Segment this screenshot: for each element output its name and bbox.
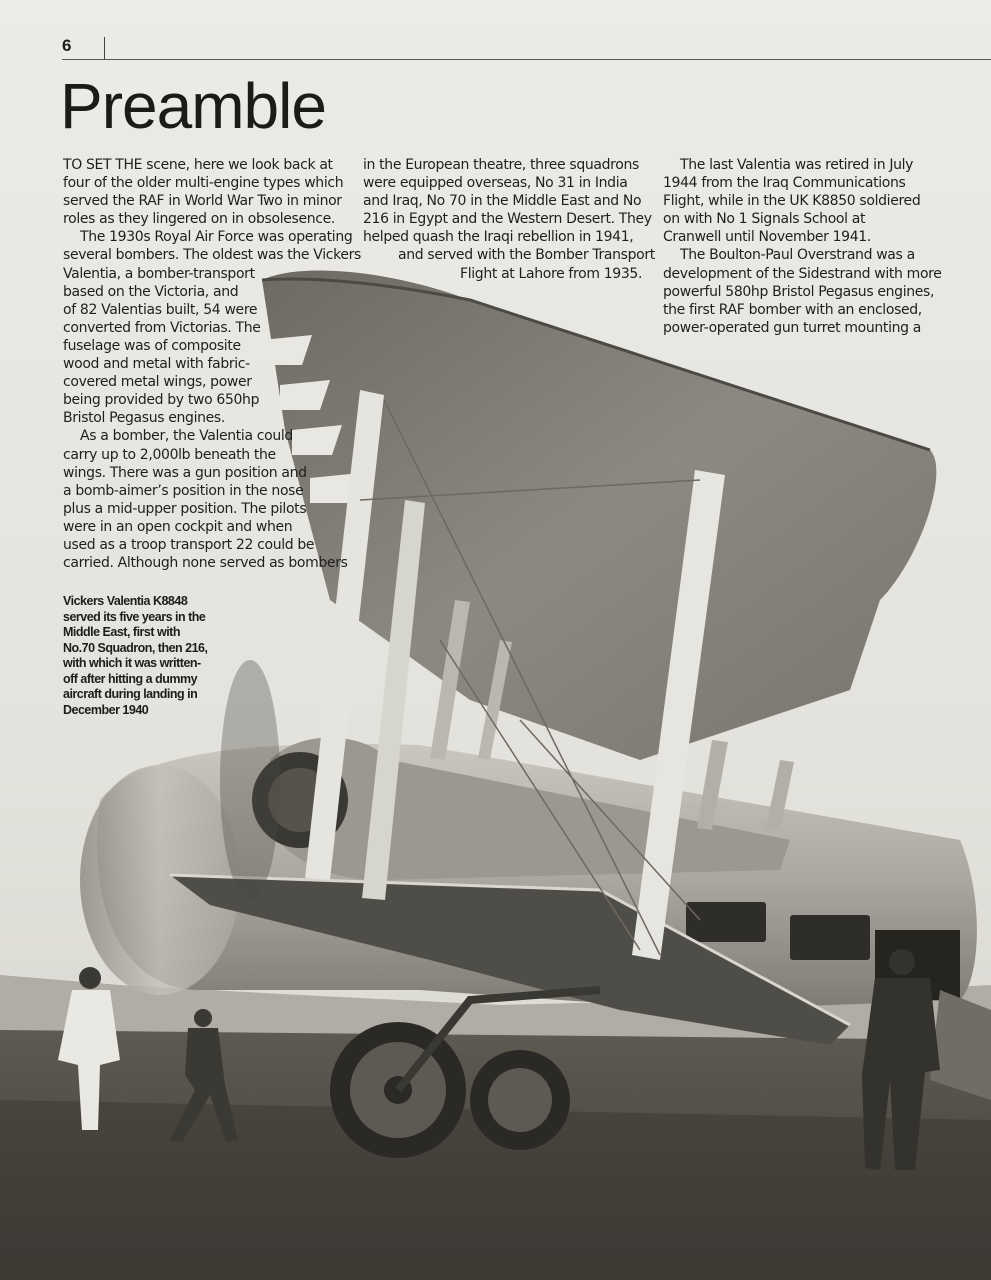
body-line: As a bomber, the Valentia could xyxy=(80,428,293,445)
body-line: 1944 from the Iraq Communications xyxy=(663,175,906,192)
body-line: wings. There was a gun position and xyxy=(63,464,307,481)
page-number: 6 xyxy=(62,36,72,55)
body-line: roles as they lingered on in obsolesence. xyxy=(63,211,335,228)
body-line: 216 in Egypt and the Western Desert. They xyxy=(363,211,652,228)
body-line: Cranwell until November 1941. xyxy=(663,229,871,246)
body-line: on with No 1 Signals School at xyxy=(663,211,866,228)
body-line: were equipped overseas, No 31 in India xyxy=(363,175,628,192)
body-line: fuselage was of composite xyxy=(63,337,241,354)
body-line: power-operated gun turret mounting a xyxy=(663,319,922,336)
body-line: Flight at Lahore from 1935. xyxy=(460,265,643,282)
body-line: in the European theatre, three squadrons xyxy=(363,157,639,173)
body-line: Bristol Pegasus engines. xyxy=(63,410,225,427)
body-line: served the RAF in World War Two in minor xyxy=(63,193,342,210)
header-divider-tick xyxy=(104,37,105,59)
body-line: development of the Sidestrand with more xyxy=(663,265,942,282)
body-line: a bomb-aimer’s position in the nose xyxy=(63,482,304,499)
body-line: Valentia, a bomber-transport xyxy=(63,265,255,282)
body-line: based on the Victoria, and xyxy=(63,283,239,300)
body-line: plus a mid-upper position. The pilots xyxy=(63,500,307,517)
body-line: were in an open cockpit and when xyxy=(63,518,293,535)
page-title: Preamble xyxy=(60,70,326,142)
body-line: carried. Although none served as bombers xyxy=(63,555,348,572)
body-line: carry up to 2,000lb beneath the xyxy=(63,446,276,463)
body-line: The 1930s Royal Air Force was operating xyxy=(80,229,353,246)
header-rule xyxy=(62,59,991,60)
text-column-2 xyxy=(363,156,655,283)
body-line: wood and metal with fabric- xyxy=(63,356,250,373)
body-line: being provided by two 650hp xyxy=(63,392,260,409)
photo-caption: Vickers Valentia K8848 served its five years in the Middle East, first with No.70 Squadron, then 216, with which it was written-off after hitting a dummy aircraft during landing in December 1940 xyxy=(63,594,208,717)
text-column-1 xyxy=(63,156,361,572)
body-line: Flight, while in the UK K8850 soldiered xyxy=(663,193,921,210)
body-line: several bombers. The oldest was the Vickers xyxy=(63,247,361,264)
body-line: and Iraq, No 70 in the Middle East and No xyxy=(363,193,642,210)
body-line: of 82 Valentias built, 54 were xyxy=(63,301,258,318)
body-line: the first RAF bomber with an enclosed, xyxy=(663,301,922,318)
body-line: The Boulton-Paul Overstrand was a xyxy=(680,247,915,264)
body-line: and served with the Bomber Transport xyxy=(398,247,655,264)
body-line: TO SET THE scene, here we look back at xyxy=(63,157,333,173)
body-line: powerful 580hp Bristol Pegasus engines, xyxy=(663,283,935,300)
body-line: used as a troop transport 22 could be xyxy=(63,536,315,553)
body-line: helped quash the Iraqi rebellion in 1941, xyxy=(363,229,634,246)
text-column-3 xyxy=(663,156,942,337)
body-line: The last Valentia was retired in July xyxy=(680,157,914,173)
body-line: covered metal wings, power xyxy=(63,374,252,391)
body-line: four of the older multi-engine types which xyxy=(63,175,344,192)
body-line: converted from Victorias. The xyxy=(63,319,261,336)
